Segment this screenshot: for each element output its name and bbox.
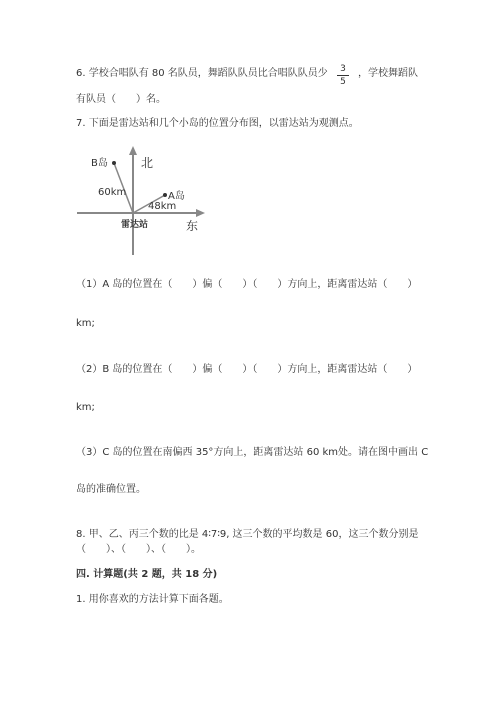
north-label: 北 [141,156,154,170]
radar-station-label: 雷达站 [121,220,149,230]
a-distance-label: 48km [148,201,177,212]
section4-item1: 1. 用你喜欢的方法计算下面各题。 [76,594,229,605]
fraction-denominator: 5 [340,77,346,87]
b-distance-label: 60km [98,187,127,198]
north-arrow-icon [129,146,137,155]
q8-line1: 8. 甲、乙、丙三个数的比是 4∶7∶9, 这三个数的平均数是 60，这三个数分别是 [76,529,419,540]
fraction-numerator: 3 [340,64,346,74]
b-island-point [112,161,116,165]
q6-line2: 有队员（ ）名。 [76,94,166,105]
a-island-point [163,193,167,197]
q7-part1: （1）A 岛的位置在（ ）偏（ ）（ ）方向上，距离雷达站（ ） [76,279,418,290]
q7-part1-unit: km; [76,318,95,329]
q7-part2: （2）B 岛的位置在（ ）偏（ ）（ ）方向上，距离雷达站（ ） [76,364,418,375]
q7-intro: 7. 下面是雷达站和几个小岛的位置分布图，以雷达站为观测点。 [76,118,359,129]
q7-part3-line2: 岛的准确位置。 [76,484,146,495]
b-island-label: B岛 [91,158,108,169]
q8-line2: （ ）、（ ）、（ ）。 [76,544,201,555]
east-arrow-icon [196,209,205,217]
east-label: 东 [186,219,199,233]
q7-part3-line1: （3）C 岛的位置在南偏西 35°方向上，距离雷达站 60 km处。请在图中画出 C [76,447,429,458]
q7-part2-unit: km; [76,402,95,413]
a-island-label: A岛 [168,191,185,202]
section-heading: 四. 计算题(共 2 题，共 18 分) [76,569,218,580]
q6-line1: 6. 学校合唱队有 80 名队员，舞蹈队队员比合唱队队员少 [76,68,328,79]
q6-line1-end: ，学校舞蹈队 [358,68,418,79]
